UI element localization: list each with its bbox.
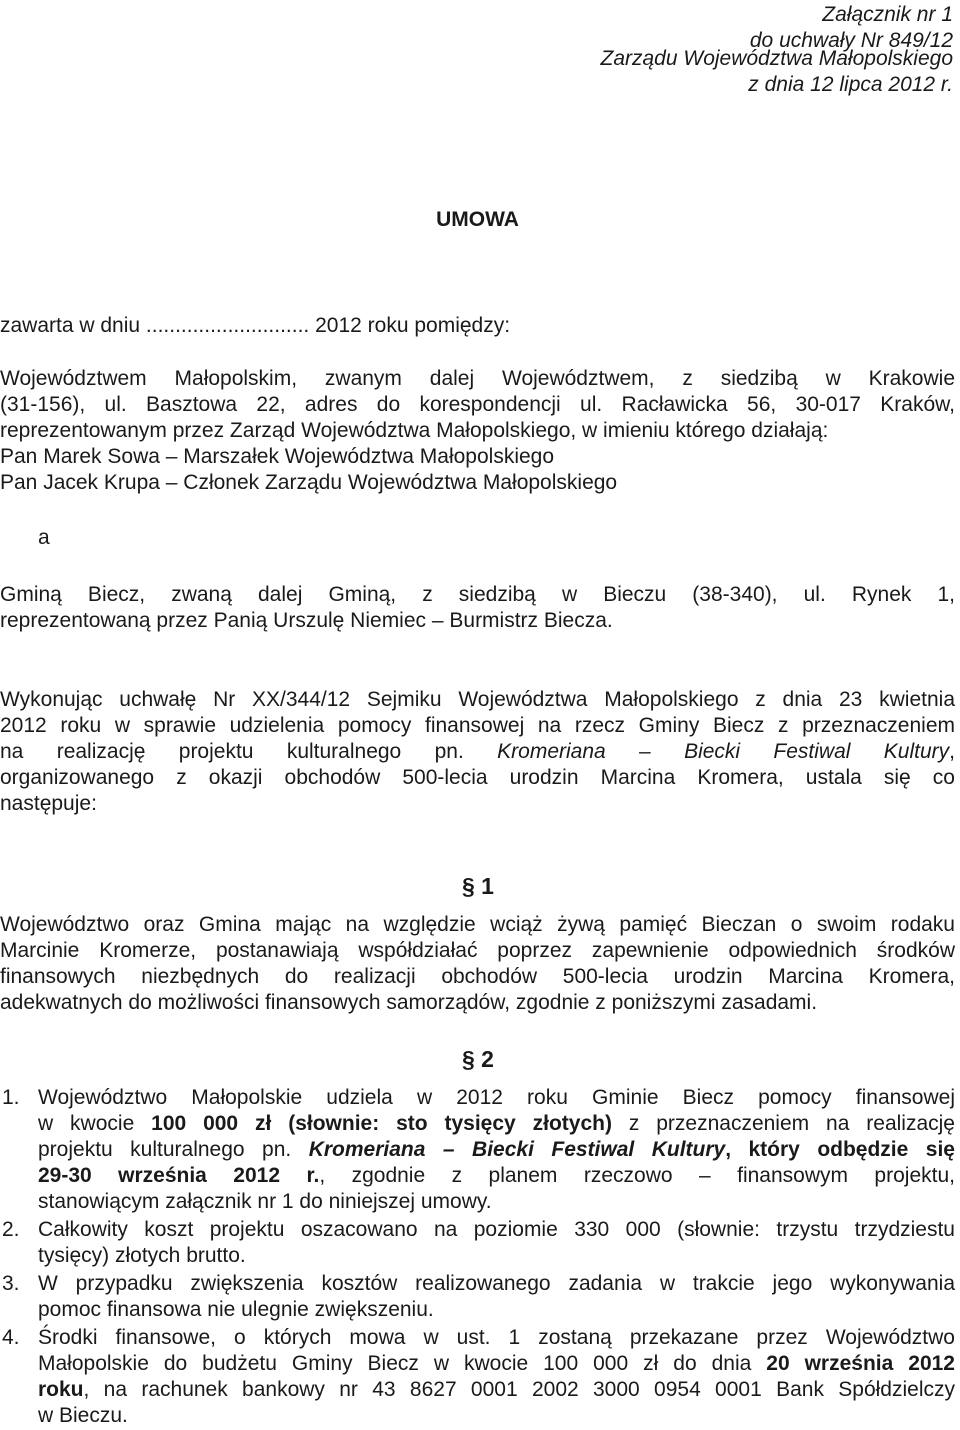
item-text: w kwocie [38, 1112, 135, 1135]
section1-line: finansowych niezbędnych do realizacji obchodów 500-lecia urodzin Marcina Kromera, [0, 965, 955, 988]
preamble-line [0, 739, 955, 765]
header-line: do uchwały Nr 849/12 [749, 29, 953, 52]
preamble-text: , [949, 740, 955, 763]
contract-date-line: zawarta w dniu ............................ 2012 roku pomiędzy: [0, 314, 511, 337]
list-number: 3. [2, 1272, 20, 1295]
event-date: 29-30 września 2012 r. [38, 1164, 320, 1187]
section1-line: adekwatnych do możliwości finansowych samorządów, zgodnie z poniższymi zasadami. [0, 991, 818, 1014]
list-item-line: Województwo Małopolskie udziela w 2012 roku Gminie Biecz pomocy finansowej [38, 1086, 955, 1109]
transfer-date: roku [38, 1378, 84, 1401]
preamble-line: Wykonując uchwałę Nr XX/344/12 Sejmiku Województwa Małopolskiego z dnia 23 kwietnia [0, 688, 955, 711]
list-item-line [38, 1163, 955, 1189]
list-item-line: w Bieczu. [38, 1404, 128, 1427]
project-name: Kromeriana – Biecki Festiwal Kultury [497, 740, 950, 763]
preamble-line: następuje: [0, 792, 97, 815]
party1-line: reprezentowanym przez Zarząd Województwa Małopolskiego, w imieniu którego działają: [0, 419, 829, 442]
header-line: Zarządu Województwa Małopolskiego [600, 47, 953, 70]
item-text: z przeznaczeniem na realizację [628, 1112, 955, 1135]
amount-text: 100 000 zł (słownie: sto tysięcy złotych) [151, 1112, 612, 1135]
party1-signatory: Pan Jacek Krupa – Członek Zarządu Województwa Małopolskiego [0, 471, 618, 494]
preamble-line: organizowanego z okazji obchodów 500-lecia urodzin Marcina Kromera, ustala się co [0, 766, 955, 789]
list-item-line: Całkowity koszt projektu oszacowano na poziomie 330 000 (słownie: trzystu trzydziestu [38, 1218, 955, 1241]
section1-line: Województwo oraz Gmina mając na względzie wciąż żywą pamięć Bieczan o swoim rodaku [0, 913, 955, 936]
list-item-line: stanowiącym załącznik nr 1 do niniejszej umowy. [38, 1190, 492, 1213]
preamble-line: 2012 roku w sprawie udzielenia pomocy finansowej na rzecz Gminy Biecz z przeznaczeniem [0, 714, 955, 737]
item-text: , na rachunek bankowy nr 43 8627 0001 2002 3000 0954 0001 Bank Spółdzielczy [83, 1378, 955, 1401]
header-line: z dnia 12 lipca 2012 r. [748, 73, 953, 96]
list-number: 1. [2, 1086, 20, 1109]
party2-line: reprezentowaną przez Panią Urszulę Niemiec – Burmistrz Biecza. [0, 609, 613, 632]
party2-line: Gminą Biecz, zwaną dalej Gminą, z siedzibą w Bieczu (38-340), ul. Rynek 1, [0, 583, 955, 606]
list-item-line: Środki finansowe, o których mowa w ust. 1 zostaną przekazane przez Województwo [38, 1326, 955, 1349]
party1-signatory: Pan Marek Sowa – Marszałek Województwa Małopolskiego [0, 445, 555, 468]
item-text: projektu kulturalnego pn. [38, 1138, 292, 1161]
project-name: Kromeriana – Biecki Festiwal Kultury [308, 1138, 726, 1161]
section-heading-1: § 1 [462, 873, 494, 899]
list-item-line: W przypadku zwiększenia kosztów realizowanego zadania w trakcie jego wykonywania [38, 1272, 955, 1295]
list-item-line [38, 1137, 955, 1163]
list-item-line [38, 1111, 955, 1137]
list-item-line: pomoc finansowa nie ulegnie zwiększeniu. [38, 1298, 434, 1321]
item-text: , który odbędzie się [725, 1138, 955, 1161]
preamble-text: na realizację projektu kulturalnego pn. [0, 740, 464, 763]
list-number: 4. [2, 1326, 20, 1349]
transfer-date: 20 września 2012 [766, 1352, 955, 1375]
list-item-line [38, 1351, 955, 1377]
list-item-line [38, 1377, 955, 1403]
and-connector: a [38, 526, 50, 549]
section-heading-2: § 2 [462, 1046, 494, 1072]
list-item-line: tysięcy) złotych brutto. [38, 1244, 246, 1267]
party1-line: Województwem Małopolskim, zwanym dalej Województwem, z siedzibą w Krakowie [0, 367, 955, 390]
document-title: UMOWA [436, 208, 519, 231]
item-text: Małopolskie do budżetu Gminy Biecz w kwocie 100 000 zł do dnia [38, 1352, 752, 1375]
item-text: , zgodnie z planem rzeczowo – finansowym projektu, [319, 1164, 955, 1187]
list-number: 2. [2, 1218, 20, 1241]
header-line: Załącznik nr 1 [822, 3, 953, 26]
section1-line: Marcinie Kromerze, postanawiają współdziałać poprzez zapewnienie odpowiednich środków [0, 939, 955, 962]
party1-line: (31-156), ul. Basztowa 22, adres do korespondencji ul. Racławicka 56, 30-017 Kraków, [0, 393, 955, 416]
